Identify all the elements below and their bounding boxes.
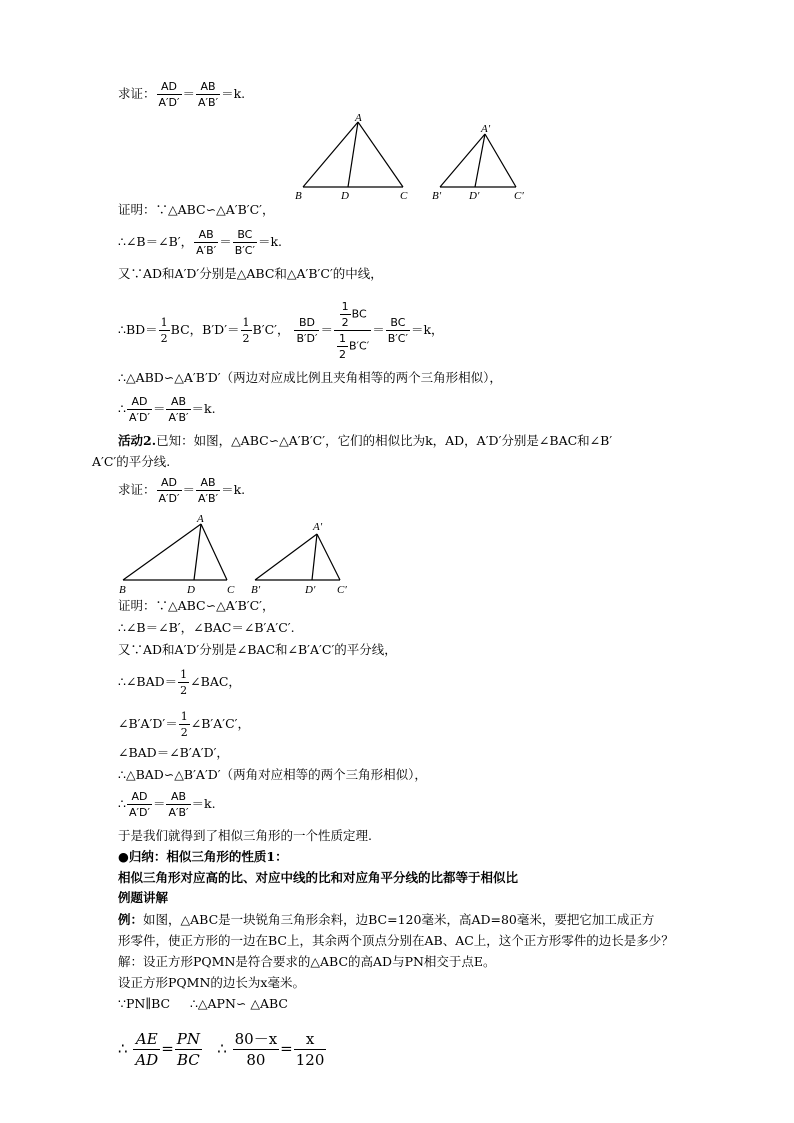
- fraction-ab: $\frac{AB}{A'B'}$: [198, 476, 219, 505]
- equals-k: ＝k.: [221, 86, 246, 101]
- summary-body: 相似三角形对应高的比、对应中线的比和对应角平分线的比都等于相似比: [118, 870, 519, 885]
- label-b-prime: B′: [432, 190, 442, 202]
- label-d-prime: D′: [305, 584, 316, 596]
- proof-2-line-5: ∠B′A′D′＝ $\frac{1}{2}$ ∠B′A′C′，: [118, 710, 250, 739]
- fraction-bc: $\frac{BC}{B'C'}$: [387, 316, 408, 345]
- activity-2-line-2: A′C′的平分线.: [92, 454, 171, 469]
- fraction-ab: $\frac{AB}{A'B'}$: [168, 395, 189, 424]
- label-a: A: [197, 513, 204, 525]
- triangle-figure-1: [285, 112, 555, 204]
- fraction-half: $\frac{1}{2}$: [180, 668, 188, 697]
- solution-line-2: 设正方形PQMN的边长为x毫米。: [118, 975, 305, 990]
- proof-2-line-3: 又∵AD和A′D′分别是∠BAC和∠B′A′C′的平分线，: [118, 642, 397, 657]
- proof-2-conclusion: ∴ $\frac{AD}{A'D'}$ ＝ $\frac{AB}{A'B'}$ ＝k.: [118, 790, 216, 819]
- proof-1-line-3: 又∵AD和A′D′分别是△ABC和△A′B′C′的中线，: [118, 266, 383, 281]
- example-heading: 例题讲解: [118, 890, 169, 905]
- proof-1-conclusion: ∴ $\frac{AD}{A'D'}$ ＝ $\frac{AB}{A'B'}$ ＝k.: [118, 395, 216, 424]
- summary-title: ●归纳：相似三角形的性质1：: [118, 849, 288, 864]
- proof-1-line-2: ∴∠B＝∠B′， $\frac{AB}{A'B'}$ ＝ $\frac{BC}{B'C'}$ ＝k.: [118, 228, 283, 257]
- label-a: A: [355, 112, 362, 124]
- fraction-80-x: $\frac{80-x}{80}$: [234, 1030, 278, 1069]
- prove-label: 求证：: [118, 86, 156, 101]
- complex-fraction: $\frac{1}{2}$ BC $\frac{1}{2}$ B′C′: [334, 300, 371, 361]
- fraction-x-120: $\frac{x}{120}$: [295, 1030, 325, 1069]
- fraction-half: $\frac{1}{2}$: [160, 316, 168, 345]
- equals-sign: ＝: [182, 86, 196, 101]
- label-b-prime: B′: [251, 584, 261, 596]
- solution-equation: ∴ $\frac{AE}{AD}$ = $\frac{PN}{BC}$ ∴ $\frac{80-x}{80}$ = $\frac{x}{120}$: [118, 1030, 325, 1069]
- prove-statement-2: 求证： $\frac{AD}{A'D'}$ ＝ $\frac{AB}{A'B'}$ ＝k.: [118, 476, 246, 505]
- example-line-2: 形零件，使正方形的一边在BC上，其余两个顶点分别在AB、AC上，这个正方形零件的边长是多少？: [118, 933, 674, 948]
- fraction-ad: $\frac{AD}{A'D'}$: [128, 395, 150, 424]
- activity-2-line-1: 活动2.已知：如图，△ABC∽△A′B′C′，它们的相似比为k，AD，A′D′分别是∠BAC和∠B′: [118, 433, 613, 448]
- solution-line-1: 解：设正方形PQMN是符合要求的△ABC的高AD与PN相交于点E。: [118, 954, 496, 969]
- proof-1-line-1: 证明：∵△ABC∽△A′B′C′，: [118, 202, 275, 217]
- label-c: C: [400, 190, 408, 202]
- fraction-ad: $\frac{AD}{A'D'}$: [128, 790, 150, 819]
- fraction-ae-ad: $\frac{AE}{AD}$: [135, 1030, 159, 1069]
- activity-2-title: 活动2.: [118, 433, 157, 448]
- label-d: D: [187, 584, 195, 596]
- proof-1-line-5: ∴△ABD∽△A′B′D′（两边对应成比例且夹角相等的两个三角形相似），: [118, 370, 502, 385]
- fraction-pn-bc: $\frac{PN}{BC}$: [176, 1030, 200, 1069]
- label-c: C: [227, 584, 235, 596]
- solution-line-3: ∵PN∥BC ∴△APN∽ △ABC: [118, 996, 288, 1011]
- label-a-prime: A′: [313, 521, 323, 533]
- example-label: 例：: [118, 912, 144, 927]
- fraction-ab: $\frac{AB}{A'B'}$: [196, 228, 217, 257]
- fraction-ad: $\frac{AD}{A'D'}$: [158, 476, 180, 505]
- proof-2-line-4: ∴∠BAD＝ $\frac{1}{2}$ ∠BAC，: [118, 668, 241, 697]
- fraction-half: $\frac{1}{2}$: [180, 710, 188, 739]
- fraction-bd: $\frac{BD}{B'D'}$: [296, 316, 318, 345]
- proof-1-line-4: ∴BD＝ $\frac{1}{2}$ BC，B′D′＝ $\frac{1}{2}$ B′C′， $\frac{BD}{B'D'}$ ＝ $\frac{1}{2}$ BC $\frac{1}{2}$ B′C′ ＝ $\frac{BC}{B'C'}$ ＝k，: [118, 300, 444, 361]
- conclusion-text: 于是我们就得到了相似三角形的一个性质定理.: [118, 828, 372, 843]
- fraction-ad: $\frac{AD}{A'D'}$: [158, 80, 180, 109]
- label-c-prime: C′: [514, 190, 524, 202]
- proof-2-line-6: ∠BAD＝∠B′A′D′，: [118, 745, 229, 760]
- example-line-1: 例：如图，△ABC是一块锐角三角形余料，边BC=120毫米，高AD=80毫米，要把它加工成正方: [118, 912, 655, 927]
- label-c-prime: C′: [337, 584, 347, 596]
- label-a-prime: A′: [481, 123, 491, 135]
- fraction-half: $\frac{1}{2}$: [242, 316, 250, 345]
- fraction-bc: $\frac{BC}{B'C'}$: [234, 228, 255, 257]
- fraction-ab: $\frac{AB}{A'B'}$: [198, 80, 219, 109]
- label-d-prime: D′: [469, 190, 480, 202]
- proof-2-line-1: 证明：∵△ABC∽△A′B′C′，: [118, 598, 275, 613]
- label-b: B: [119, 584, 126, 596]
- label-b: B: [295, 190, 302, 202]
- proof-2-line-7: ∴△BAD∽△B′A′D′（两角对应相等的两个三角形相似），: [118, 767, 427, 782]
- proof-2-line-2: ∴∠B＝∠B′，∠BAC＝∠B′A′C′.: [118, 620, 295, 635]
- fraction-ab: $\frac{AB}{A'B'}$: [168, 790, 189, 819]
- prove-statement-1: [118, 80, 245, 109]
- label-d: D: [341, 190, 349, 202]
- triangle-figure-2: [115, 512, 365, 598]
